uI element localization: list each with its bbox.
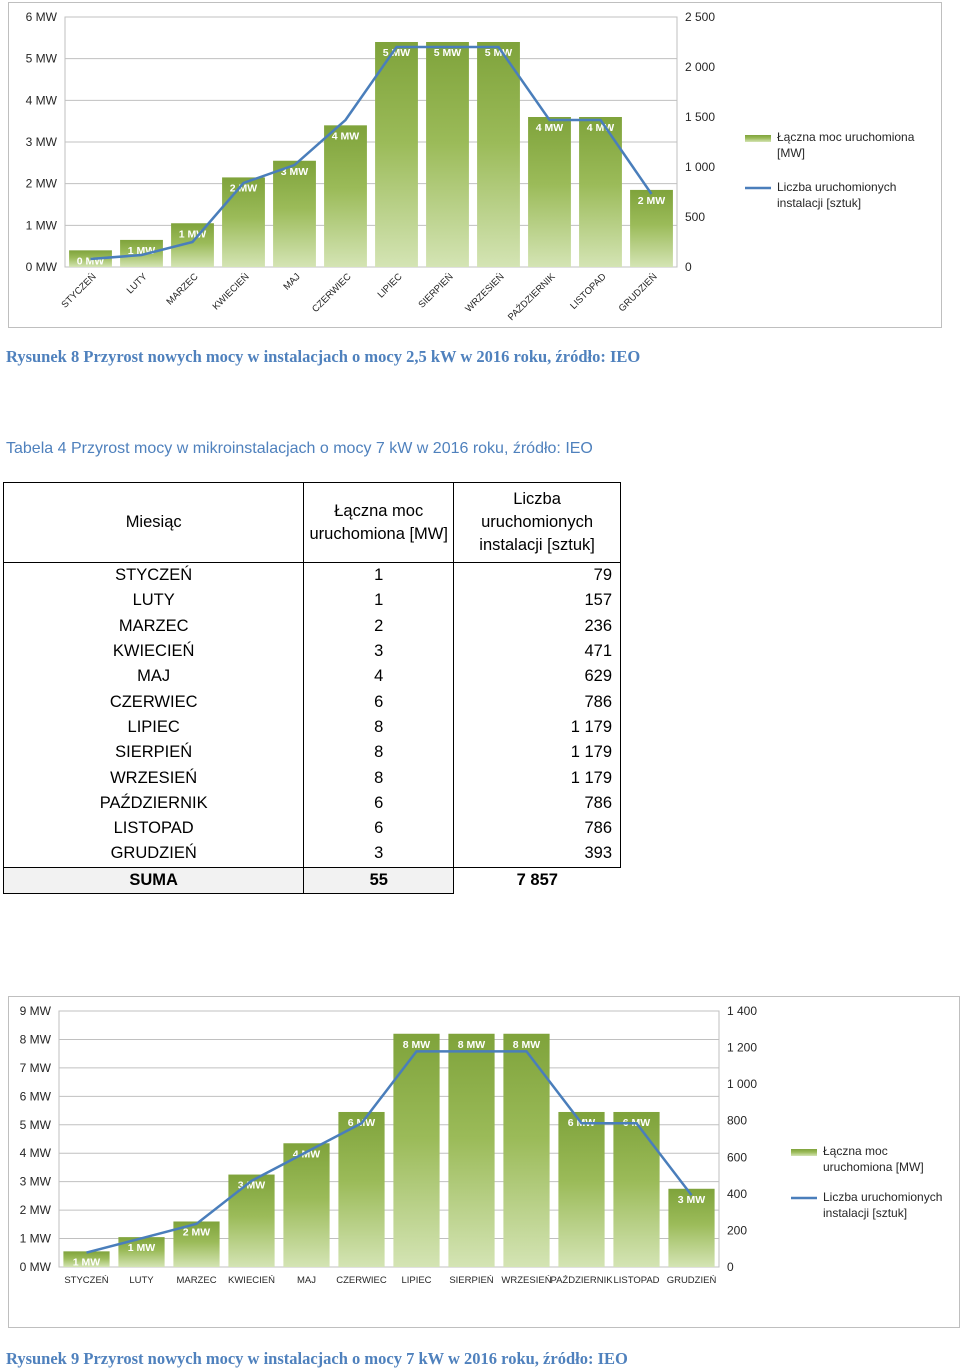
- bar-label: 0 MW: [76, 255, 105, 268]
- bar-label: 3 MW: [677, 1193, 706, 1206]
- x-tick-label: STYCZEŃ: [59, 271, 99, 311]
- cell-count: 157: [454, 588, 621, 613]
- bar-label: 6 MW: [622, 1116, 651, 1129]
- y-left-tick: 0 MW: [25, 260, 57, 274]
- bar-label: 1 MW: [127, 244, 156, 257]
- bar-label: 2 MW: [182, 1226, 211, 1239]
- y-right-tick: 1 400: [727, 1004, 758, 1018]
- y-right-tick: 600: [727, 1150, 748, 1165]
- x-tick-label: LISTOPAD: [568, 271, 609, 312]
- y-right-tick: 1 200: [727, 1040, 758, 1055]
- bar-label: 4 MW: [292, 1148, 321, 1161]
- table-row: [4, 816, 621, 841]
- header-month: Miesiąc: [4, 483, 304, 563]
- y-right-tick: 800: [727, 1113, 748, 1128]
- y-left-tick: 4 MW: [25, 93, 57, 108]
- bar-label: 6 MW: [567, 1116, 596, 1129]
- y-left-tick: 5 MW: [25, 51, 57, 66]
- cell-power: 6: [304, 689, 454, 714]
- cell-power: 8: [304, 740, 454, 765]
- y-left-tick: 6 MW: [19, 1089, 51, 1104]
- bar-label: 1 MW: [178, 228, 207, 241]
- cell-count: 1 179: [454, 715, 621, 740]
- table-caption: Tabela 4 Przyrost mocy w mikroinstalacjach o mocy 7 kW w 2016 roku, źródło: IEO: [6, 440, 593, 457]
- x-tick-label: SIERPIEŃ: [416, 271, 456, 311]
- y-left-tick: 3 MW: [19, 1174, 51, 1189]
- cell-count: 1 179: [454, 740, 621, 765]
- y-left-tick: 8 MW: [19, 1032, 51, 1047]
- cell-power: 8: [304, 765, 454, 790]
- x-tick-label: GRUDZIEŃ: [666, 1275, 717, 1286]
- y-right-tick: 400: [727, 1186, 748, 1201]
- x-tick-label: STYCZEŃ: [64, 1275, 109, 1286]
- x-tick-label: KWIECIEŃ: [228, 1275, 275, 1286]
- legend-swatch-bar: [745, 135, 771, 142]
- table-row: [4, 689, 621, 714]
- bar-label: 4 MW: [586, 122, 615, 134]
- y-right-tick: 0: [685, 260, 692, 274]
- y-right-tick: 2 500: [685, 10, 716, 24]
- table-row: [4, 765, 621, 790]
- bar: [579, 117, 622, 267]
- cell-power: 6: [304, 791, 454, 816]
- y-left-tick: 9 MW: [19, 1004, 51, 1018]
- x-tick-label: LISTOPAD: [613, 1275, 660, 1286]
- y-left-tick: 2 MW: [25, 176, 57, 191]
- cell-count: 1 179: [454, 765, 621, 790]
- sum-count: 7 857: [454, 867, 621, 893]
- table-row: [4, 563, 621, 589]
- bar: [393, 1034, 439, 1267]
- cell-month: LISTOPAD: [4, 816, 304, 841]
- cell-month: STYCZEŃ: [4, 563, 304, 589]
- legend-label-power: uruchomiona [MW]: [823, 1160, 924, 1174]
- legend-swatch-bar: [791, 1149, 817, 1156]
- bar: [528, 117, 571, 267]
- y-right-tick: 1 000: [727, 1077, 758, 1092]
- cell-count: 786: [454, 689, 621, 714]
- bar-label: 4 MW: [535, 122, 564, 134]
- bar: [338, 1112, 384, 1267]
- cell-power: 4: [304, 664, 454, 689]
- chart-2-5kw: [8, 2, 942, 328]
- table-sum-row: [4, 867, 621, 893]
- cell-month: MAJ: [4, 664, 304, 689]
- x-tick-label: MAJ: [281, 271, 303, 293]
- figure-caption-8: Rysunek 8 Przyrost nowych mocy w instalacjach o mocy 2,5 kW w 2016 roku, źródło: IEO: [6, 347, 641, 366]
- x-tick-label: SIERPIEŃ: [449, 1275, 494, 1286]
- bar-label: 8 MW: [512, 1038, 541, 1051]
- table-header-row: [4, 483, 621, 563]
- bar-label: 8 MW: [402, 1038, 431, 1051]
- bar-label: 2 MW: [229, 182, 258, 195]
- bar-label: 2 MW: [637, 194, 666, 207]
- legend-label-power: Łączna moc: [823, 1144, 888, 1158]
- y-left-tick: 1 MW: [25, 218, 57, 233]
- cell-power: 2: [304, 614, 454, 639]
- bar: [558, 1112, 604, 1267]
- cell-month: LIPIEC: [4, 715, 304, 740]
- chart-7kw-svg: [9, 997, 959, 1327]
- figure-caption-9: Rysunek 9 Przyrost nowych mocy w instalacjach o mocy 7 kW w 2016 roku, źródło: IEO: [6, 1349, 628, 1368]
- chart-2-5kw-svg: [9, 3, 941, 327]
- cell-month: CZERWIEC: [4, 689, 304, 714]
- y-right-tick: 500: [685, 210, 706, 224]
- x-tick-label: LUTY: [129, 1275, 154, 1286]
- bar-label: 6 MW: [347, 1116, 376, 1129]
- sum-power: 55: [304, 867, 454, 893]
- bar: [477, 42, 520, 267]
- y-left-tick: 5 MW: [19, 1117, 51, 1132]
- cell-power: 3: [304, 841, 454, 867]
- x-tick-label: GRUDZIEŃ: [616, 271, 660, 315]
- cell-count: 393: [454, 841, 621, 867]
- cell-power: 8: [304, 715, 454, 740]
- y-left-tick: 6 MW: [25, 10, 57, 24]
- cell-count: 79: [454, 563, 621, 589]
- cell-count: 786: [454, 816, 621, 841]
- cell-power: 1: [304, 588, 454, 613]
- table-row: [4, 639, 621, 664]
- table-row: [4, 715, 621, 740]
- table-row: [4, 740, 621, 765]
- table-row: [4, 614, 621, 639]
- table-row: [4, 791, 621, 816]
- x-tick-label: MARZEC: [164, 271, 201, 308]
- cell-count: 236: [454, 614, 621, 639]
- table-row: [4, 664, 621, 689]
- x-tick-label: PAŹDZIERNIK: [550, 1275, 613, 1286]
- cell-month: MARZEC: [4, 614, 304, 639]
- y-left-tick: 3 MW: [25, 135, 57, 149]
- legend-label-count: Liczba uruchomionych: [777, 180, 897, 194]
- cell-power: 3: [304, 639, 454, 664]
- y-right-tick: 1 000: [685, 160, 716, 174]
- bar: [503, 1034, 549, 1267]
- y-left-tick: 0 MW: [19, 1260, 51, 1274]
- cell-month: PAŹDZIERNIK: [4, 791, 304, 816]
- bar: [448, 1034, 494, 1267]
- bar-label: 1 MW: [72, 1256, 101, 1269]
- bar: [426, 42, 469, 267]
- bar-label: 8 MW: [457, 1038, 486, 1051]
- cell-month: SIERPIEŃ: [4, 740, 304, 765]
- cell-power: 1: [304, 563, 454, 589]
- bar-label: 1 MW: [127, 1242, 156, 1255]
- power-table: [3, 482, 621, 894]
- legend-label-count: instalacji [sztuk]: [823, 1206, 908, 1220]
- sum-label: SUMA: [4, 867, 304, 893]
- bar-label: 5 MW: [484, 47, 513, 59]
- y-left-tick: 1 MW: [19, 1231, 51, 1246]
- x-tick-label: MARZEC: [176, 1275, 217, 1286]
- cell-month: LUTY: [4, 588, 304, 613]
- x-tick-label: CZERWIEC: [310, 271, 354, 315]
- cell-count: 786: [454, 791, 621, 816]
- bar-label: 4 MW: [331, 130, 360, 143]
- cell-power: 6: [304, 816, 454, 841]
- y-right-tick: 2 000: [685, 60, 716, 74]
- legend-label-power: [MW]: [777, 146, 805, 160]
- x-tick-label: WRZESIEŃ: [463, 271, 507, 315]
- legend-label-count: instalacji [sztuk]: [777, 196, 862, 210]
- bar: [375, 42, 418, 267]
- y-right-tick: 200: [727, 1223, 748, 1238]
- x-tick-label: LIPIEC: [401, 1275, 432, 1286]
- x-tick-label: LUTY: [124, 271, 150, 297]
- bar-label: 5 MW: [433, 47, 462, 59]
- x-tick-label: KWIECIEŃ: [210, 271, 252, 313]
- header-count: Liczba uruchomionych instalacji [sztuk]: [454, 483, 621, 563]
- x-tick-label: CZERWIEC: [336, 1275, 387, 1286]
- x-tick-label: PAŹDZIERNIK: [505, 271, 558, 324]
- y-left-tick: 7 MW: [19, 1060, 51, 1075]
- bar-label: 3 MW: [237, 1179, 266, 1192]
- y-right-tick: 1 500: [685, 110, 716, 124]
- cell-count: 629: [454, 664, 621, 689]
- legend-label-count: Liczba uruchomionych: [823, 1190, 943, 1204]
- cell-count: 471: [454, 639, 621, 664]
- legend-label-power: Łączna moc uruchomiona: [777, 130, 915, 144]
- cell-month: WRZESIEŃ: [4, 765, 304, 790]
- cell-month: GRUDZIEŃ: [4, 841, 304, 867]
- bar-label: 5 MW: [382, 47, 411, 59]
- table-row: [4, 588, 621, 613]
- bar-label: 3 MW: [280, 165, 309, 178]
- y-left-tick: 4 MW: [19, 1146, 51, 1161]
- x-tick-label: LIPIEC: [375, 271, 405, 301]
- x-tick-label: MAJ: [297, 1275, 316, 1286]
- y-right-tick: 0: [727, 1260, 734, 1274]
- header-power: Łączna moc uruchomiona [MW]: [304, 483, 454, 563]
- bar: [613, 1112, 659, 1267]
- cell-month: KWIECIEŃ: [4, 639, 304, 664]
- bar: [324, 125, 367, 267]
- y-left-tick: 2 MW: [19, 1203, 51, 1218]
- table-row: [4, 841, 621, 867]
- chart-7kw: [8, 996, 960, 1328]
- x-tick-label: WRZESIEŃ: [501, 1275, 552, 1286]
